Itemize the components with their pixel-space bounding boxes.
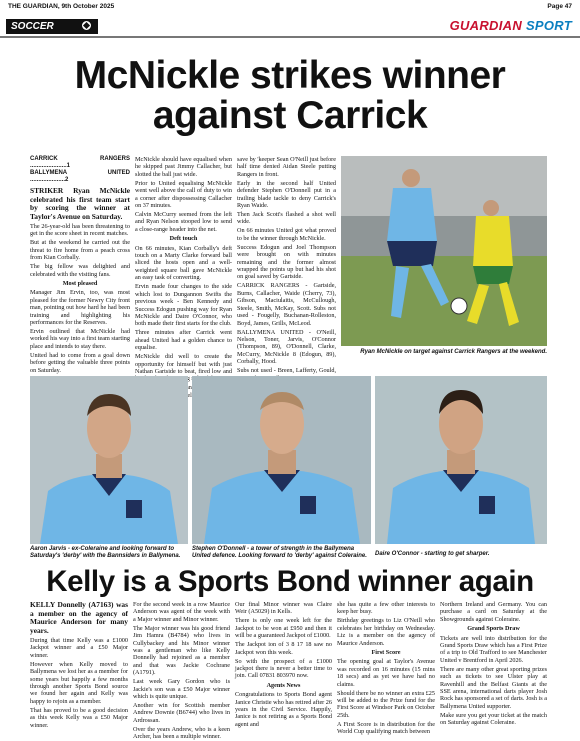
subheading: Most pleased [62,280,98,287]
portrait-caption-1: Aaron Jarvis - ex-Coleraine and looking forward to Saturday's 'derby' with the Bannsiders in Ballymena. [30,546,181,559]
lede: KELLY Donnelly (A7163) was a member on the agency of Maurice Anderson for many years. [30,600,128,635]
subheading: Deft touch [169,235,198,243]
story2-column-2: For the second week in a row Maurice Anderson was agent of the week with a Major winner and Minor winner. The Major winner was his good friend Jim Hamra (B4784) who lives in Cullybackey and his Minor winner was a gentleman who like Kelly Donnelly had rejoined as a member and that was Jackie Cochrane (A1791). Last week Gary Gordon who is Jackie's son was a £50 Major winner which is quite unique. Another win for Scottish member Andrew Downie (B6744) who lives in Ardrossan. Over the years Andrew, who is a keen Archer, has been a multiple winner. [133,601,230,741]
portrait-stephen-odonnell [192,376,371,544]
score-line-away: BALLYMENA UNITED .....................2 [30,170,130,183]
newspaper-date: THE GUARDIAN, 9th October 2025 [8,3,115,10]
headline-story-2: Kelly is a Sports Bond winner again [46,565,534,598]
action-photo-caption: Ryan McNickle on target against Carrick Rangers at the weekend. [360,349,547,355]
action-photo-image [341,156,547,346]
lede: STRIKER Ryan McNickle celebrated his first team start by scoring the winner at Taylor's Avenue on Saturday. [30,186,130,221]
headline-story-1: McNickle strikes winner against Carrick [74,54,506,137]
section-label: SOCCER [6,19,98,34]
story2-column-3: Our final Minor winner was Claire Weir (A5029) in Kells. There is only one week left for the Jackpot to be won at £950 and then it will be a guaranteed Jackpot of £1000. The Jackpot ion of 3 8 17 18 saw no Jackpot won this week. So with the prospect of a £1000 jackpot there is never a better time to join. Call 07831 803970 now. Agents News Congratulations to Sports Bond agent Janice Christie who has retired after 26 years in the Civil Service. Happily, Janice is not retiring as a Sports Bond agent and [235,601,332,728]
story1-column-1: CARRICK RANGERS ......................1 BALLYMENA UNITED .....................2 STRIKER Ryan McNickle celebrated his first team start by scoring the winner at Taylor's Avenue on Saturday. The 26-year-old has been threatening to get in the score sheet in recent matches. But at the weekend he carried out the threat to fire home from a peach cross from Kian Corbally. The big fellow was delighted and celebrated with the visiting fans. Most pleased Manager Jim Ervin, too, was most pleased for the former Newry City front man, pointing out how hard he had been training and highlighting his performances for the Reserves. Ervin outlined that McNickle had worked his way into a first team starting place and intends to stay there. United had to come from a goal down before getting the valuable three points on Saturday. [30,156,130,374]
story1-column-2: McNickle should have equalised when he skipped past Jimmy Callacher, but slotted the ball just wide. Prior to United equalising McNickle went well above the call of duty to win a corner after dispossessing Callacher on 37 minutes. Calvin McCurry seemed from the left and Ryan Nelson stooped low to send a close-range header into the net. Deft touch On 66 minutes, Kian Corbally's deft touch on a Marty Clarke forward ball sliced the hosts open and a well-weighted square ball gave McNickle an easy task of converting. Ervin made four changes to the side which lost to Dungannon Swifts the previous week - Ben Kennedy and Success Edogun pushing way for Ryan McNickle and Daire O'Connor, who both made their first starts for the club. Three minutes after Carrick went ahead United had a golden chance to equalise. McNickle did well to create the opportunity for himself but with just Nathan Gartside to beat, fired low and range [135,156,232,392]
portrait-image [30,376,188,544]
subheading: Agents News [266,681,301,689]
portrait-caption-3: Daire O'Connor - starting to get sharper. [375,551,490,557]
brand-guardian: GUARDIAN [449,18,523,33]
story2-column-4: she has quite a few other interests to keep her busy. Birthday greetings to Liz O'Neill who celebrates her birthday on Wednesday. Liz is a member on the agency of Maurice Anderson. First Score The opening goal at Taylor's Avenue was recorded on 16 minutes (15 mins 18 secs) and as yet we have had no claims. Should there be no winner an extra £25 will be added to the Prize fund for the First Score at Windsor Park on October 25th. A First Score is in distribution for the World Cup qualifying match between [337,601,435,736]
portrait-image [192,376,371,544]
story2-column-1: KELLY Donnelly (A7163) was a member on the agency of Maurice Anderson for many years. During that time Kelly was a £1000 Jackpot winner and a £50 Major winner. However when Kelly moved to Ballymena we lost her as a member for some years but happily a few months through another Sports Bond source we found her again and Kelly was happy to rejoin as a member. That has proved to be a good decision as this week Kelly was a £50 Major winner. [30,600,128,729]
score-line-home: CARRICK RANGERS ......................1 [30,156,130,169]
action-photo [341,156,547,346]
page-number: Page 47 [547,3,572,10]
portrait-daire-oconnor [375,376,547,544]
portrait-caption-2: Stephen O'Donnell - a tower of strength in the Ballymena United defence. Looking forward to 'derby' against Coleraine. [192,546,367,559]
subheading: First Score [371,649,401,657]
subheading: Grand Sports Draw [467,625,520,633]
brand-sport: SPORT [525,18,572,33]
section-bar [0,17,580,38]
portrait-image [375,376,547,544]
page-header-line [8,3,572,13]
story1-column-3: save by 'keeper Sean O'Neill just before half time denied Aidan Steele putting Rangers in front. Early in the second half United defender Stephen O'Donnell put in a trailing blade tackle to deny Carrick's Ryan Waide. Then Jack Scott's flashed a shot well wide. On 66 minutes United got what proved to be the winner through McNickle. Success Edogun and Joel Thompson were brought on with minutes remaining and the former almost wrapped the points up but had his shot on goal saved by Gartside. CARRICK RANGERS - Gartside, Burns, Callacher, Waide (Cherry, 73), Gibson, Maciulaitis, McCullough, Steele, Smith, McKay, Scott. Subs not used - Fougelly, Buchanan-Rolleston, Boyd, James, Grills, McLeod. BALLYMENA UNITED - O'Neill, Nelson, Toner, Jarvis, O'Connor (Thompson, 89), O'Donnell, Clarke, McCurry, McNickle 8 (Edogun, 89), Corbally, Hood. Subs not used - Breen, Lafferty, Gould, [237,156,336,375]
brand-logo [450,18,572,33]
portrait-aaron-jarvis [30,376,188,544]
football-icon [80,19,93,32]
story2-column-5: Northern Ireland and Germany. You can purchase a card on Saturday at the Showgrounds against Coleraine. Grand Sports Draw Tickets are well into distribution for the Grand Sports Draw which has a First Prize of a trip to Old Trafford to see Manchester United v Brentford in April 2026. There are many other great sporting prizes such as tickets to see Ulster play at Ravenhill and the Belfast Giants at the SSE arena, international darts player Josh Rock has sponsored a set of darts. Josh is a Ballymena United supporter. Make sure you get your ticket at the match on Saturday against Coleraine. [440,601,547,727]
